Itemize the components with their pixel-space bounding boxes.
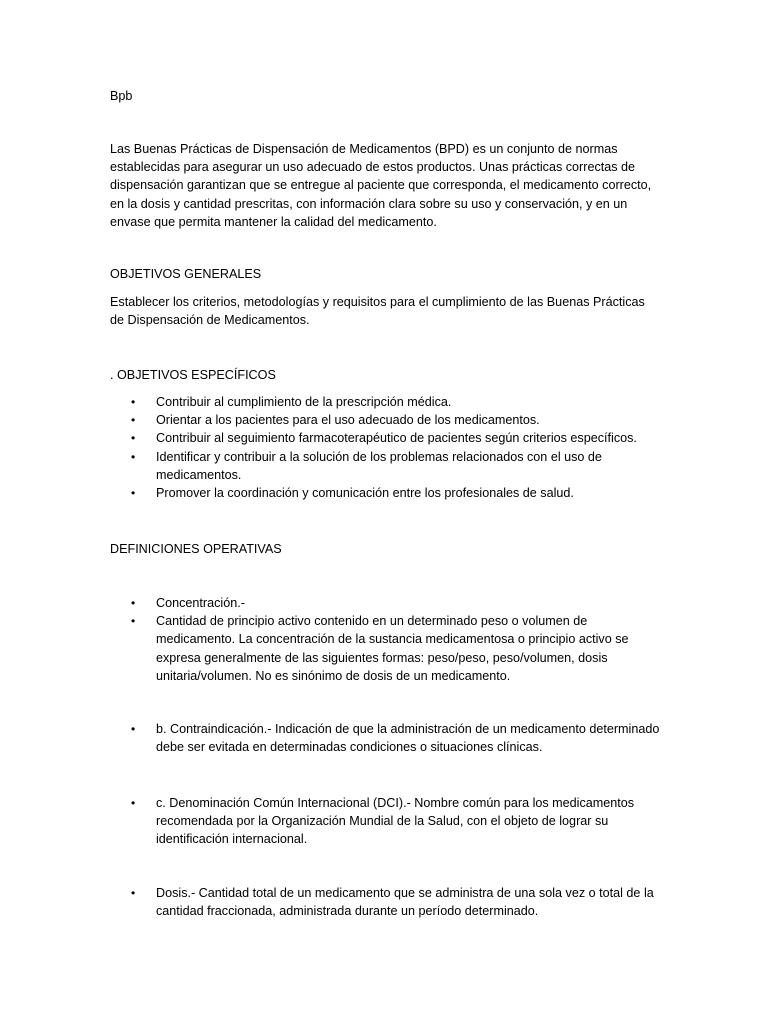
bullet-icon: • (131, 722, 136, 736)
bullet-icon: • (131, 395, 136, 409)
list-item (110, 594, 660, 612)
bullet-icon: • (131, 886, 136, 900)
list-item (110, 794, 660, 849)
list-item (110, 612, 660, 685)
definiciones-list-dci (110, 794, 660, 849)
objetivos-especificos-list (110, 393, 660, 502)
objetivos-generales-text: Establecer los criterios, metodologías y requisitos para el cumplimiento de las Buenas Prácticas de Dispensación de Medicamentos. (110, 295, 645, 328)
bullet-icon: • (131, 614, 136, 629)
list-item (110, 393, 660, 411)
list-item-text: Identificar y contribuir a la solución de los problemas relacionados con el uso de medicamentos. (156, 449, 602, 482)
list-item (110, 484, 660, 502)
bullet-icon: • (131, 431, 136, 446)
bullet-icon: • (131, 596, 136, 610)
objetivos-generales-heading: OBJETIVOS GENERALES (110, 267, 262, 281)
objetivos-especificos-heading: . OBJETIVOS ESPECÍFICOS (110, 368, 276, 382)
list-item-text: Contribuir al cumplimiento de la prescripción médica. (156, 395, 452, 409)
definiciones-list-dosis (110, 884, 660, 920)
list-item (110, 884, 660, 920)
list-item-text: b. Contraindicación.- Indicación de que la administración de un medicamento determinado debe ser evitada en determinadas condiciones o situaciones clínicas. (156, 722, 660, 755)
list-item-text: c. Denominación Común Internacional (DCI).- Nombre común para los medicamentos recomendada por la Organización Mundial de la Salud, con el objeto de lograr su identificación internacional. (156, 796, 635, 847)
list-item (110, 411, 660, 429)
list-item (110, 448, 660, 484)
list-item-text: Contribuir al seguimiento farmacoterapéutico de pacientes según criterios específicos. (156, 431, 637, 446)
list-item-text: Promover la coordinación y comunicación entre los profesionales de salud. (156, 486, 574, 501)
list-item-text: Concentración.- (156, 596, 245, 610)
definiciones-list-contraindicacion (110, 720, 660, 756)
document-title: Bpb (110, 89, 133, 103)
definiciones-heading: DEFINICIONES OPERATIVAS (110, 542, 282, 556)
list-item-text: Dosis.- Cantidad total de un medicamento que se administra de una sola vez o total de la cantidad fraccionada, administrada durante un período determinado. (156, 886, 654, 919)
list-item-text: Cantidad de principio activo contenido en un determinado peso o volumen de medicamento. La concentración de la sustancia medicamentosa o principio activo se expresa generalmente de las siguientes formas: peso/peso, peso/volumen, dosis unitaria/volumen. No es sinónimo de dosis de un medicamento. (156, 614, 629, 683)
bullet-icon: • (131, 449, 136, 464)
definiciones-list-concentracion (110, 594, 660, 685)
list-item (110, 720, 660, 756)
list-item (110, 429, 660, 447)
intro-paragraph: Las Buenas Prácticas de Dispensación de Medicamentos (BPD) es un conjunto de normas establecidas para asegurar un uso adecuado de estos productos. Unas prácticas correctas de dispensación garantizan que se entregue al paciente que corresponda, el medicamento correcto, en la dosis y cantidad prescritas, con información clara sobre su uso y conservación, y en un envase que permita mantener la calidad del medicamento. (110, 142, 652, 229)
bullet-icon: • (131, 413, 136, 428)
bullet-icon: • (131, 796, 136, 810)
list-item-text: Orientar a los pacientes para el uso adecuado de los medicamentos. (156, 413, 540, 428)
bullet-icon: • (131, 486, 136, 501)
